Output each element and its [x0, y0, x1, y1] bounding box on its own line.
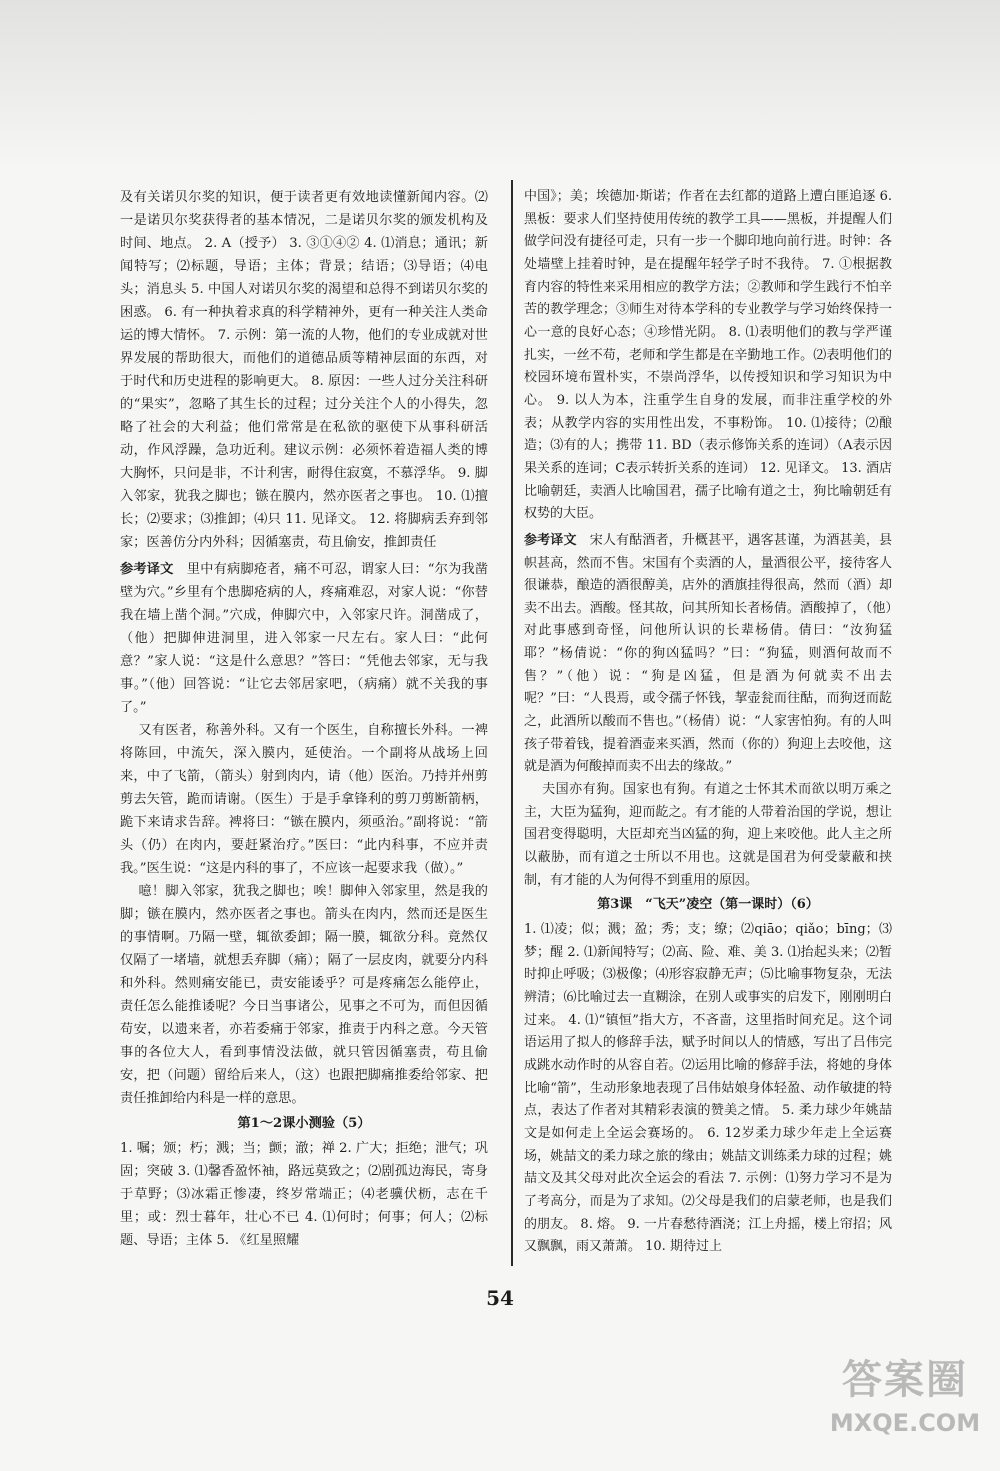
translation-block-4	[524, 530, 892, 779]
quiz-heading: 第1～2课小测验（5）	[237, 1116, 371, 1131]
answers-block-1: 及有关诺贝尔奖的知识，便于读者更有效地读懂新闻内容。⑵一是诺贝尔奖获得者的基本情况，二是诺贝尔奖的颁发机构及时间、地点。 2. A（授予） 3. ③①④② 4. ⑴消息；通讯；新闻特写；⑵标题，导语；主体；背景；结语；⑶导语；⑷电头；消息头 5. 中国人对诺贝尔奖的渴望和总得不到诺贝尔奖的困惑。 6. 有一种执着求真的科学精神外，更有一种关注人类命运的博大情怀。 7. 示例：第一流的人物，他们的专业成就对世界发展的帮助很大，而他们的道德品质等精神层面的东西，对于时代和历史进程的影响更大。 8. 原因：一些人过分关注科研的“果实”，忽略了其生长的过程；过分关注个人的小得失，忽略了社会的大利益；他们常常是在私欲的驱使下从事科研活动，作风浮躁，急功近利。建议示例：必须怀着造福人类的博大胸怀，只问是非，不计利害，耐得住寂寞，不慕浮华。 9. 脚入邻家，犹我之脚也；镞在膜内，然亦医者之事也。 10. ⑴擅长；⑵要求；⑶推卸；⑷只 11. 见译文。 12. 将脚病丢弃到邻家；医善仿分内外科；因循塞责，苟且偷安，推卸责任	[120, 190, 488, 550]
translation-block-3: 噫！脚入邻家，犹我之脚也；唉！脚伸入邻家里，然是我的脚；镞在膜内，然亦医者之事也。箭头在肉内，然而还是医生的事情啊。乃隔一壁，辄欲委卸；隔一膜，辄欲分科。竟然仅仅隔了一堵墙，就想丢弃脚（痛）；隔了一层皮肉，就要分内科和外科。然则痛安能已，责安能诿乎？可是疼痛怎么能停止，责任怎么能推诿呢？今日当事诸公，见事之不可为，而但因循苟安，以遗来者，亦若委痛于邻家，推责于内科之意。今天管事的各位大人，看到事情没法做，就只管因循塞责，苟且偷安，把（问题）留给后来人，（这）也跟把脚痛推委给邻家、把责任推卸给内科是一样的意思。	[120, 884, 488, 1106]
watermark	[820, 1352, 990, 1462]
translation-text-1: 里中有病脚疮者，痛不可忍，谓家人曰：“尔为我凿壁为穴。”乡里有个患脚疮病的人，疼痛难忍，对家人说：“你替我在墙上凿个洞。”穴成，伸脚穴中，入邻家尺许。洞凿成了，（他）把脚伸进洞里，进入邻家一尺左右。家人曰：“此何意？”家人说：“这是什么意思？”答曰：“凭他去邻家，无与我事。”（他）回答说：“让它去邻居家吧，（病痛）就不关我的事了。”	[120, 562, 489, 715]
right-column	[524, 186, 892, 1259]
reference-translation-label: 参考译文	[120, 562, 174, 577]
lesson-heading: 第3课 “飞天”凌空（第一课时）（6）	[597, 897, 819, 913]
translation-block-2: 又有医者，称善外科。又有一个医生，自称擅长外科。一裨将陈回，中流矢，深入膜内，延使治。一个副将从战场上回来，中了飞箭，（箭头）射到肉内，请（他）医治。乃持并州剪剪去矢管，跪而请谢。（医生）于是手拿锋利的剪刀剪断箭柄，跪下来请求告辞。裨将曰：“镞在膜内，须亟治。”副将说：“箭头（仍）在肉内，要赶紧治疗。”医曰：“此内科事，不应并责我。”医生说：“这是内科的事了，不应该一起要求我（做）。”	[120, 723, 488, 876]
lesson-answers: 1. ⑴凌；似；溅；盈；秀；支；缭；⑵qiāo；qiǎo；bīng；⑶梦；醒 2. ⑴新闻特写；⑵高、险、难、美 3. ⑴抬起头来；⑵暂时抑止呼吸；⑶极像；⑷形容寂静无声；⑸比喻事物复杂，无法辨清；⑹比喻过去一直糊涂，在别人或事实的启发下，刚刚明白过来。 4. ⑴“镇恒”指大方，不吝啬，这里指时间充足。这个词语运用了拟人的修辞手法，赋予时间以人的情感，写出了吕伟完成跳水动作时的从容自若。⑵运用比喻的修辞手法，将她的身体比喻“箭”，生动形象地表现了吕伟姑娘身体轻盈、动作敏捷的特点，表达了作者对其精彩表演的赞美之情。 5. 柔力球少年姚喆文是如何走上全运会赛场的。 6. 12岁柔力球少年走上全运赛场，姚喆文的柔力球之旅的缘由；姚喆文训练柔力球的过程；姚喆文及其父母对此次全运会的看法 7. 示例：⑴努力学习不是为了考高分，而是为了求知。⑵父母是我们的启蒙老师，也是我们的朋友。 8. 熔。 9. 一片春愁待酒浇；江上舟摇，楼上帘招；风又飘飘，雨又萧萧。 10. 期待过上	[524, 922, 892, 1255]
quiz-answers: 1. 嘱；颁；朽；溅；当；颤；澈；禅 2. 广大；拒绝；泄气；巩固；突破 3. ⑴馨香盈怀袖，路远莫致之；⑵剧孤边海民，寄身于草野；⑶冰霜正惨凄，终岁常端正；⑷老骥伏枥，志在千里；或：烈士暮年，壮心不已 4. ⑴何时；何事；何人；⑵标题、导语；主体 5. 《红星照耀	[120, 1141, 488, 1248]
answers-block-2: 中国》；美；埃德加·斯诺；作者在去红都的道路上遭白匪追逐 6. 黑板：要求人们坚持使用传统的教学工具——黑板，并提醒人们做学问没有捷径可走，只有一步一个脚印地向前行进。时钟：各处墙壁上挂着时钟，是在提醒年轻学子时不我待。 7. ①根据教育内容的特性来采用相应的教学方法；②教师和学生践行不怕辛苦的教学理念；③师生对待本学科的专业教学与学习始终保持一心一意的良好心态；④珍惜光阴。 8. ⑴表明他们的教与学严谨扎实，一丝不苟，老师和学生都是在辛勤地工作。⑵表明他们的校园环境布置朴实，不崇尚浮华，以传授知识和学习知识为中心。 9. 以人为本，注重学生自身的发展，而非注重学校的外表；从教学内容的实用性出发，不事粉饰。 10. ⑴接待；⑵酿造；⑶有的人；携带 11. BD（表示修饰关系的连词）（A表示因果关系的连词；C表示转折关系的连词） 12. 见译文。 13. 酒店比喻朝廷，卖酒人比喻国君，孺子比喻有道之士，狗比喻朝廷有权势的大臣。	[524, 189, 892, 522]
translation-block-5: 夫国亦有狗。国家也有狗。有道之士怀其术而欲以明万乘之主，大臣为猛狗，迎而龁之。有才能的人带着治国的学说，想让国君变得聪明，大臣却充当凶猛的狗，迎上来咬他。此人主之所以蔽胁，而有道之士所以不用也。这就是国君为何受蒙蔽和挟制，有才能的人为何得不到重用的原因。	[524, 782, 892, 888]
translation-block-1	[120, 558, 488, 719]
translation-text-4: 宋人有酤酒者，升概甚平，遇客甚谨，为酒甚美，县帜甚高，然而不售。宋国有个卖酒的人，量酒很公平，接待客人很谦恭，酿造的酒很醇美，店外的酒旗挂得很高，然而（酒）却卖不出去。酒酸。怪其故，问其所知长者杨倩。酒酸掉了，（他）对此事感到奇怪，问他所认识的长辈杨倩。倩曰：“汝狗猛耶？”杨倩说：“你的狗凶猛吗？”曰：“狗猛，则酒何故而不售？”（他）说：“狗是凶猛，但是酒为何就卖不出去呢？”曰：“人畏焉，或令孺子怀钱，挈壶瓮而往酤，而狗迓而龁之，此酒所以酸而不售也。”（杨倩）说：“人家害怕狗。有的人叫孩子带着钱，提着酒壶来买酒，然而（你的）狗迎上去咬他，这就是酒为何酸掉而卖不出去的缘故。”	[524, 532, 892, 775]
left-column	[120, 186, 488, 1252]
watermark-logo: 答案圈	[842, 1357, 968, 1403]
page-number: 54	[486, 1286, 514, 1310]
column-divider	[511, 180, 513, 1266]
reference-translation-label-2: 参考译文	[524, 532, 577, 548]
watermark-url: MXQE.COM	[829, 1409, 981, 1437]
top-shade	[0, 0, 1000, 170]
